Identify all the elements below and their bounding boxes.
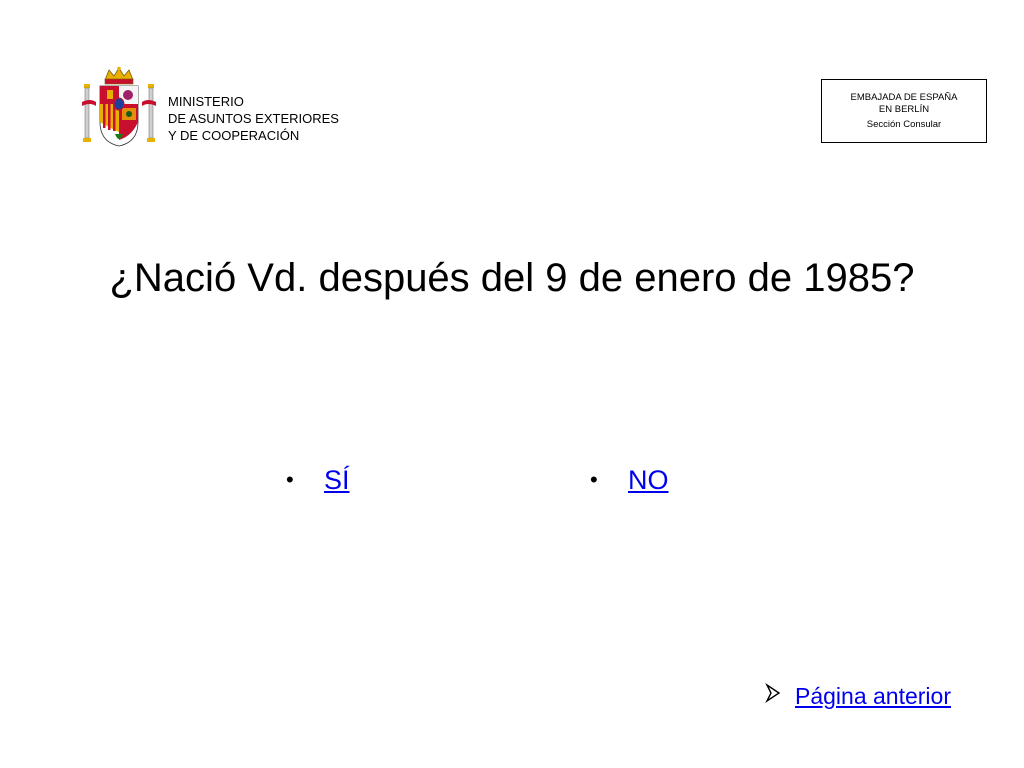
bullet-icon: • — [590, 467, 598, 492]
answer-yes-link[interactable]: SÍ — [324, 465, 350, 495]
answer-option-yes — [286, 462, 350, 498]
back-navigation — [765, 680, 951, 712]
embassy-box — [821, 79, 987, 143]
question-heading: ¿Nació Vd. después del 9 de enero de 1985? — [109, 256, 915, 300]
answer-no-link[interactable]: NO — [628, 465, 669, 495]
embassy-line-2: EN BERLÍN — [878, 104, 930, 115]
ministry-line-1: MINISTERIO — [168, 94, 244, 109]
ministry-line-2: DE ASUNTOS EXTERIORES — [168, 111, 339, 126]
ministry-name — [168, 93, 339, 144]
ministry-line-3: Y DE COOPERACIÓN — [168, 128, 300, 143]
coat-of-arms-icon — [80, 66, 158, 150]
embassy-line-3: Sección Consular — [866, 119, 942, 130]
arrowhead-right-icon — [765, 680, 795, 712]
previous-page-link[interactable]: Página anterior — [795, 683, 951, 709]
answer-option-no — [590, 462, 669, 498]
bullet-icon: • — [286, 467, 294, 492]
embassy-line-1: EMBAJADA DE ESPAÑA — [850, 92, 958, 103]
